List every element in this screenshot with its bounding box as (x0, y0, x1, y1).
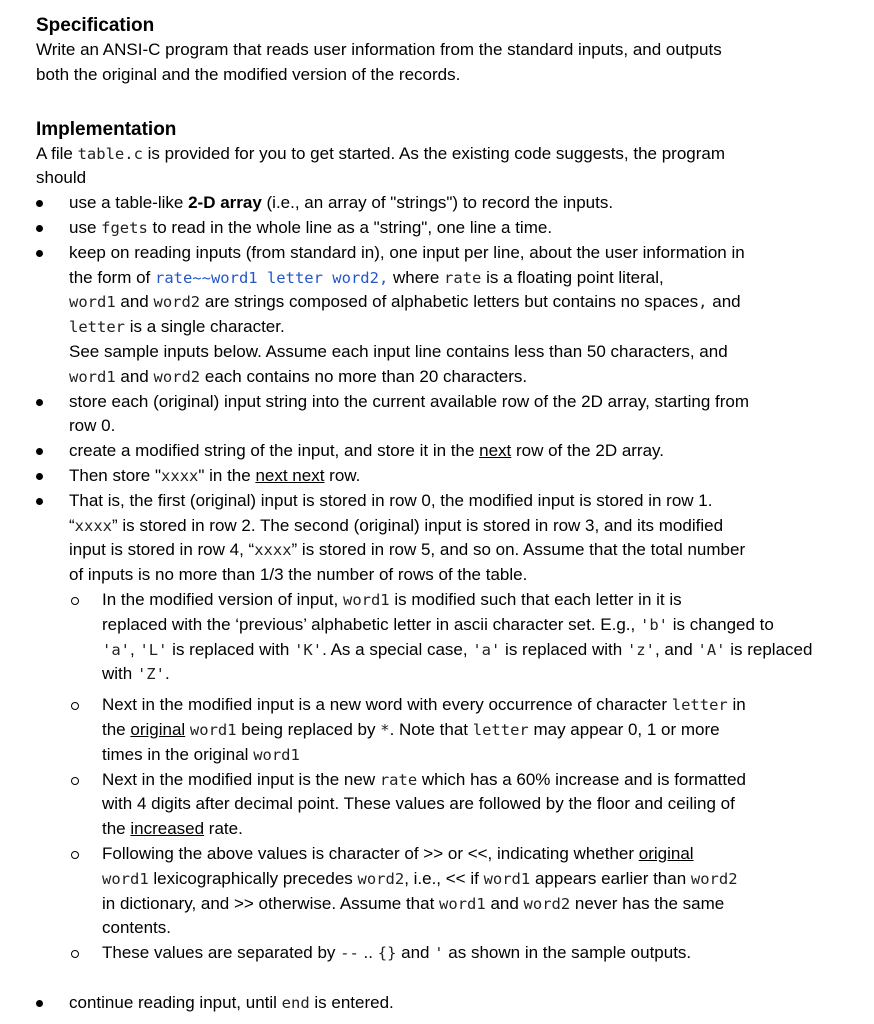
list-item: use fgets to read in the whole line as a "string", one line a time. (36, 216, 844, 241)
list-item: continue reading input, until end is entered. (36, 991, 844, 1016)
list-item: use a table-like 2-D array (i.e., an array of "strings") to record the inputs. (36, 191, 844, 216)
sub-list-item: Next in the modified input is a new word with every occurrence of character letter in the original word1 being replaced by *. Note that letter may appear 0, 1 or more times in the original word1 (69, 693, 844, 767)
sub-list-item: Following the above values is character of >> or <<, indicating whether original word1 lexicographically precedes word2, i.e., << if word1 appears earlier than word2 in dictionary, and >> otherwise. Assume that word1 and word2 never has the same contents. (69, 842, 844, 941)
sub-list-item: These values are separated by -- .. {} and ' as shown in the sample outputs. (69, 941, 844, 966)
list-item: create a modified string of the input, and store it in the next row of the 2D array. (36, 439, 844, 464)
list-item: store each (original) input string into the current available row of the 2D array, starting from row 0. (36, 390, 844, 440)
list-item: That is, the first (original) input is stored in row 0, the modified input is stored in row 1. “xxxx” is stored in row 2. The second (original) input is stored in row 3, and its modified input is stored in row 4, “xxxx” is stored in row 5, and so on. Assume that the total number of inputs is no more than 1/3 the number of rows of the table. In the modified version of input, word1 is modified such that each letter in it is replaced with the ‘previous’ alphabetic letter in ascii character set. E.g., 'b' is changed to 'a', 'L' is replaced with 'K'. As a special case, 'a' is replaced with 'z', and 'A' is replaced with 'Z'. Next in the modified input is a new word with every occurrence of character letter in the original word1 being replaced by *. Note that letter may appear 0, 1 or more times in the original word1 Next in the modified input is the new rate which has a 60% increase and is formatted with 4 digits after decimal point. These values are followed by the floor and ceiling of the increased rate. Following the above values is character of >> or <<, indicating whether original word1 lexicographically precedes word2, i.e., << if word1 appears earlier than word2 in dictionary, and >> otherwise. Assume that word1 and word2 never has the same contents. These values are separated by -- .. {} and ' as shown in the sample outputs. (36, 489, 844, 966)
list-item: keep on reading inputs (from standard in), one input per line, about the user information in the form of rate~~word1 letter word2, where rate is a floating point literal, word1 and word2 are strings composed of alphabetic letters but contains no spaces, and letter is a single character. See sample inputs below. Assume each input line contains less than 50 characters, and word1 and word2 each contains no more than 20 characters. (36, 241, 844, 390)
specification-heading: Specification (36, 15, 155, 36)
sub-list-item: In the modified version of input, word1 is modified such that each letter in it is replaced with the ‘previous’ alphabetic letter in ascii character set. E.g., 'b' is changed to 'a', 'L' is replaced with 'K'. As a special case, 'a' is replaced with 'z', and 'A' is replaced with 'Z'. (69, 588, 844, 687)
list-item: Then store "xxxx" in the next next row. (36, 464, 844, 489)
sub-list-item: Next in the modified input is the new rate which has a 60% increase and is formatted with 4 digits after decimal point. These values are followed by the floor and ceiling of the increased rate. (69, 768, 844, 842)
implementation-heading: Implementation (36, 118, 177, 140)
sub-list (69, 588, 844, 966)
specification-paragraph: Write an ANSI-C program that reads user information from the standard inputs, and outputs both the original and the modified version of the records. (36, 40, 722, 84)
requirements-list (36, 191, 844, 1016)
implementation-intro: A file table.c is provided for you to get started. As the existing code suggests, the program should (36, 143, 726, 188)
